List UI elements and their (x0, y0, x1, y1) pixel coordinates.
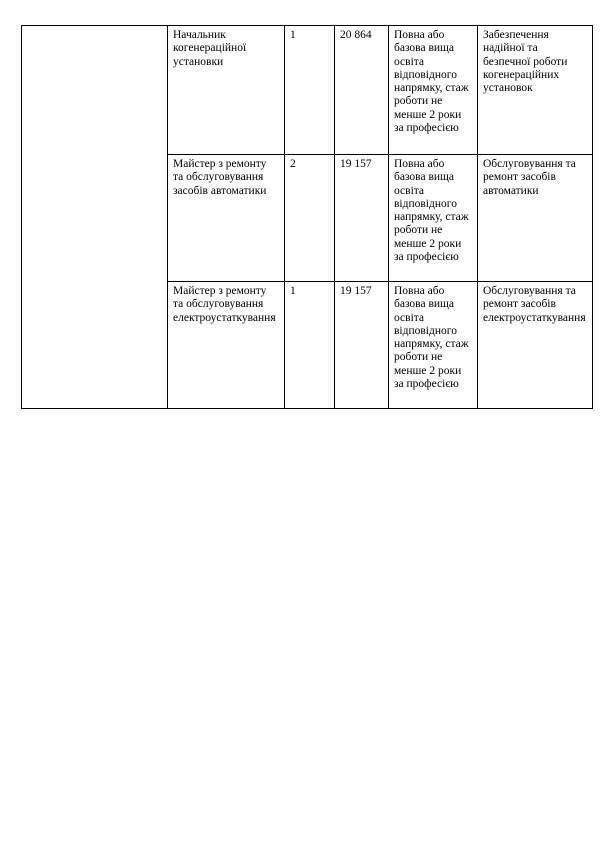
count-text: 1 (290, 29, 296, 41)
salary-text: 20 864 (340, 29, 372, 41)
count-cell (285, 282, 335, 409)
requirements-cell (389, 282, 478, 409)
count-text: 2 (290, 158, 296, 170)
position-cell (168, 282, 285, 409)
requirements-text: Повна або базова вища освіта відповідного напрямку, стаж роботи не менше 2 роки за професією (394, 158, 469, 264)
requirements-text: Повна або базова вища освіта відповідного напрямку, стаж роботи не менше 2 роки за професією (394, 29, 469, 135)
staff-table (21, 25, 593, 409)
duties-text: Обслуговування та ремонт засобів автоматики (483, 158, 576, 197)
salary-text: 19 157 (340, 285, 372, 297)
blank-cell (22, 26, 168, 409)
count-text: 1 (290, 285, 296, 297)
duties-text: Забезпечення надійної та безпечної роботи когенераційних установок (483, 29, 568, 95)
salary-text: 19 157 (340, 158, 372, 170)
duties-cell (478, 282, 593, 409)
requirements-cell (389, 26, 478, 155)
position-cell (168, 26, 285, 155)
duties-cell (478, 26, 593, 155)
duties-cell (478, 155, 593, 282)
position-text: Майстер з ремонту та обслуговування електроустаткування (173, 285, 276, 324)
duties-text: Обслуговування та ремонт засобів електроустаткування (483, 285, 586, 324)
position-text: Начальник когенераційної установки (173, 29, 247, 68)
position-text: Майстер з ремонту та обслуговування засобів автоматики (173, 158, 267, 197)
count-cell (285, 155, 335, 282)
requirements-text: Повна або базова вища освіта відповідного напрямку, стаж роботи не менше 2 роки за професією (394, 285, 469, 391)
table-row (22, 26, 593, 155)
salary-cell (335, 26, 389, 155)
count-cell (285, 26, 335, 155)
requirements-cell (389, 155, 478, 282)
salary-cell (335, 155, 389, 282)
salary-cell (335, 282, 389, 409)
position-cell (168, 155, 285, 282)
